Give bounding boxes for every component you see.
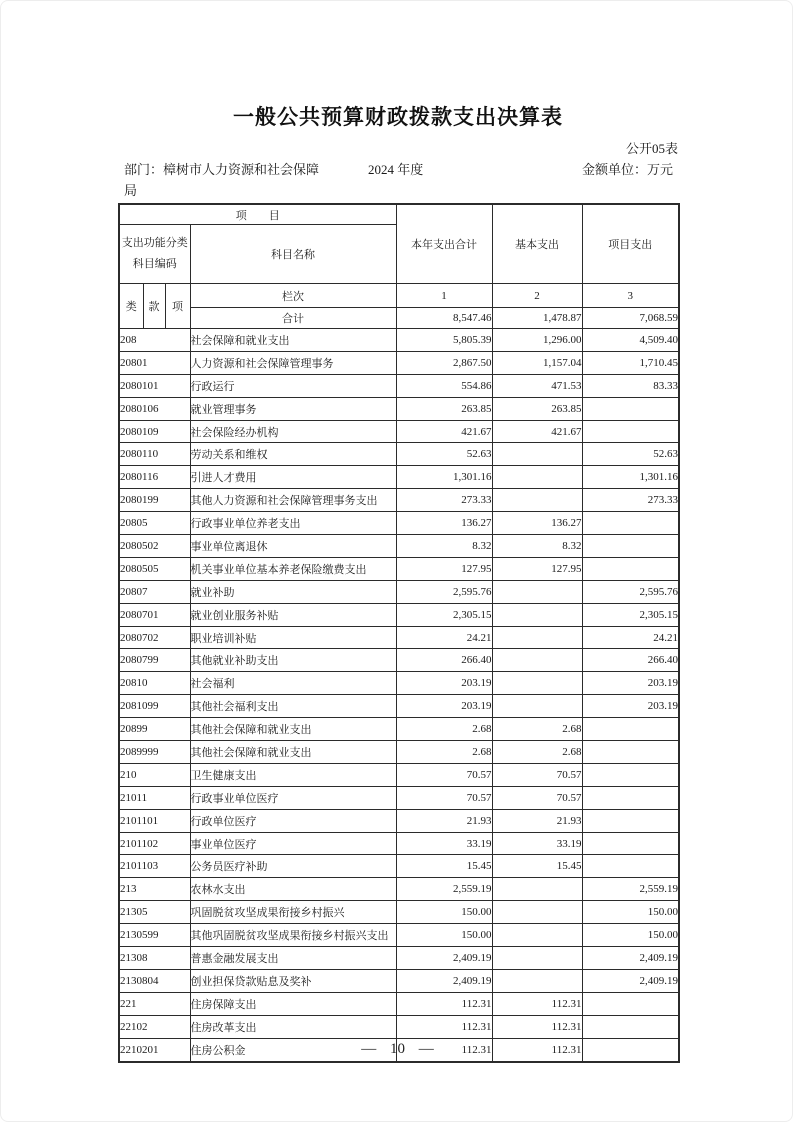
- function-code-cell: 2130599: [119, 924, 190, 947]
- amount-unit-label: 金额单位：万元: [581, 162, 673, 177]
- table-row: [119, 832, 679, 855]
- amount-total-cell: 2,305.15: [396, 603, 492, 626]
- function-code-cell: 2080799: [119, 649, 190, 672]
- function-code-cell: 21308: [119, 947, 190, 970]
- amount-basic-cell: [492, 580, 582, 603]
- function-code-cell: 208: [119, 329, 190, 352]
- amount-basic-cell: 2.68: [492, 718, 582, 741]
- amount-project-cell: [582, 786, 679, 809]
- amount-basic-cell: [492, 443, 582, 466]
- subject-name-cell: 其他巩固脱贫攻坚成果衔接乡村振兴支出: [190, 924, 396, 947]
- table-row: [119, 397, 679, 420]
- amount-basic-cell: 112.31: [492, 992, 582, 1015]
- table-row: [119, 672, 679, 695]
- subject-name-cell: 其他就业补助支出: [190, 649, 396, 672]
- function-code-cell: 2080106: [119, 397, 190, 420]
- amount-total-cell: 21.93: [396, 809, 492, 832]
- amount-total-cell: 112.31: [396, 1038, 492, 1061]
- amount-total-cell: 136.27: [396, 512, 492, 535]
- department-label-wrap: 局: [124, 183, 138, 198]
- amount-project-cell: 4,509.40: [582, 329, 679, 352]
- subject-name-cell: 社会福利: [190, 672, 396, 695]
- function-code-cell: 2080109: [119, 420, 190, 443]
- amount-total-cell: 554.86: [396, 374, 492, 397]
- subject-name-cell: 引进人才费用: [190, 466, 396, 489]
- table-row: [119, 466, 679, 489]
- amount-total-cell: 24.21: [396, 626, 492, 649]
- function-code-cell: 2210201: [119, 1038, 190, 1061]
- column-header-basic: 基本支出: [492, 204, 582, 284]
- amount-basic-cell: 263.85: [492, 397, 582, 420]
- amount-project-cell: 83.33: [582, 374, 679, 397]
- amount-project-cell: 24.21: [582, 626, 679, 649]
- amount-project-cell: [582, 420, 679, 443]
- function-code-cell: 2081099: [119, 695, 190, 718]
- column-header-project: 项目支出: [582, 204, 679, 284]
- function-code-cell: 2101102: [119, 832, 190, 855]
- function-code-cell: 21011: [119, 786, 190, 809]
- subject-name-cell: 其他社会福利支出: [190, 695, 396, 718]
- table-row: [119, 901, 679, 924]
- subject-name-cell: 其他社会保障和就业支出: [190, 718, 396, 741]
- amount-project-cell: 2,305.15: [582, 603, 679, 626]
- amount-total-cell: 2,409.19: [396, 947, 492, 970]
- amount-project-cell: 203.19: [582, 695, 679, 718]
- amount-total-cell: 2.68: [396, 741, 492, 764]
- subject-name-cell: 行政运行: [190, 374, 396, 397]
- table-row: [119, 992, 679, 1015]
- amount-total-cell: 150.00: [396, 924, 492, 947]
- subject-name-cell: 社会保险经办机构: [190, 420, 396, 443]
- subject-name-cell: 公务员医疗补助: [190, 855, 396, 878]
- grand-total-row: [119, 308, 679, 329]
- table-body: [119, 329, 679, 1062]
- subject-name-cell: 事业单位离退休: [190, 535, 396, 558]
- table-row: [119, 855, 679, 878]
- subject-name-cell: 普惠金融发展支出: [190, 947, 396, 970]
- subject-name-cell: 巩固脱贫攻坚成果衔接乡村振兴: [190, 901, 396, 924]
- column-index-1: 1: [396, 284, 492, 308]
- table-row: [119, 718, 679, 741]
- subject-name-cell: 其他人力资源和社会保障管理事务支出: [190, 489, 396, 512]
- amount-total-cell: 5,805.39: [396, 329, 492, 352]
- amount-project-cell: 1,301.16: [582, 466, 679, 489]
- amount-basic-cell: [492, 603, 582, 626]
- subject-name-cell: 住房公积金: [190, 1038, 396, 1061]
- amount-project-cell: 2,409.19: [582, 947, 679, 970]
- table-row: [119, 649, 679, 672]
- amount-basic-cell: 1,157.04: [492, 351, 582, 374]
- function-code-cell: 21305: [119, 901, 190, 924]
- amount-basic-cell: [492, 969, 582, 992]
- table-row: [119, 924, 679, 947]
- code-header-line2: 科目编码: [132, 258, 177, 270]
- table-row: [119, 1015, 679, 1038]
- amount-project-cell: 203.19: [582, 672, 679, 695]
- page-title: 一般公共预算财政拨款支出决算表: [233, 106, 563, 129]
- amount-basic-cell: [492, 947, 582, 970]
- amount-total-cell: 2,595.76: [396, 580, 492, 603]
- grand-total-project: 7,068.59: [582, 308, 679, 329]
- column-index-2: 2: [492, 284, 582, 308]
- amount-total-cell: 273.33: [396, 489, 492, 512]
- amount-basic-cell: [492, 878, 582, 901]
- amount-basic-cell: 70.57: [492, 786, 582, 809]
- table-row: [119, 374, 679, 397]
- meta-row: [118, 159, 678, 177]
- subject-name-cell: 农林水支出: [190, 878, 396, 901]
- table-row: [119, 786, 679, 809]
- amount-basic-cell: 2.68: [492, 741, 582, 764]
- amount-basic-cell: [492, 672, 582, 695]
- table-row: [119, 557, 679, 580]
- function-code-cell: 2080199: [119, 489, 190, 512]
- amount-project-cell: [582, 741, 679, 764]
- amount-basic-cell: 15.45: [492, 855, 582, 878]
- function-code-cell: 213: [119, 878, 190, 901]
- amount-basic-cell: 471.53: [492, 374, 582, 397]
- amount-project-cell: [582, 512, 679, 535]
- amount-total-cell: 2,409.19: [396, 969, 492, 992]
- subject-name-cell: 行政事业单位医疗: [190, 786, 396, 809]
- table-row: [119, 878, 679, 901]
- amount-total-cell: 33.19: [396, 832, 492, 855]
- subject-name-cell: 社会保障和就业支出: [190, 329, 396, 352]
- subject-name-cell: 住房保障支出: [190, 992, 396, 1015]
- amount-total-cell: 2,867.50: [396, 351, 492, 374]
- table-row: [119, 969, 679, 992]
- function-code-cell: 2089999: [119, 741, 190, 764]
- fiscal-year-label: 2024 年度: [368, 162, 424, 177]
- function-code-cell: 20899: [119, 718, 190, 741]
- amount-total-cell: 150.00: [396, 901, 492, 924]
- amount-project-cell: [582, 992, 679, 1015]
- amount-basic-cell: [492, 466, 582, 489]
- amount-basic-cell: 1,296.00: [492, 329, 582, 352]
- amount-basic-cell: [492, 626, 582, 649]
- function-code-cell: 2130804: [119, 969, 190, 992]
- amount-basic-cell: [492, 901, 582, 924]
- doc-label: 公开05表: [625, 141, 678, 156]
- grand-total-basic: 1,478.87: [492, 308, 582, 329]
- amount-project-cell: [582, 557, 679, 580]
- amount-project-cell: 273.33: [582, 489, 679, 512]
- code-column-header: [119, 225, 190, 284]
- amount-total-cell: 421.67: [396, 420, 492, 443]
- table-row: [119, 489, 679, 512]
- subject-name-header: 科目名称: [190, 225, 396, 284]
- table-row: [119, 443, 679, 466]
- function-code-cell: 20807: [119, 580, 190, 603]
- table-row: [119, 580, 679, 603]
- table-row: [119, 809, 679, 832]
- amount-total-cell: 263.85: [396, 397, 492, 420]
- code-level-xiang: 项: [165, 284, 190, 329]
- function-code-cell: 210: [119, 763, 190, 786]
- amount-project-cell: [582, 832, 679, 855]
- function-code-cell: 2101103: [119, 855, 190, 878]
- table-row: [119, 603, 679, 626]
- header-row-item: [119, 204, 679, 225]
- amount-basic-cell: [492, 489, 582, 512]
- table-row: [119, 947, 679, 970]
- code-level-kuan: 款: [143, 284, 165, 329]
- amount-basic-cell: 136.27: [492, 512, 582, 535]
- amount-project-cell: [582, 763, 679, 786]
- function-code-cell: 2080702: [119, 626, 190, 649]
- amount-basic-cell: 21.93: [492, 809, 582, 832]
- amount-project-cell: 1,710.45: [582, 351, 679, 374]
- grand-total-amount: 8,547.46: [396, 308, 492, 329]
- amount-project-cell: [582, 809, 679, 832]
- amount-total-cell: 127.95: [396, 557, 492, 580]
- table-row: [119, 351, 679, 374]
- subject-name-cell: 人力资源和社会保障管理事务: [190, 351, 396, 374]
- amount-total-cell: 2,559.19: [396, 878, 492, 901]
- amount-basic-cell: 70.57: [492, 763, 582, 786]
- subject-name-cell: 卫生健康支出: [190, 763, 396, 786]
- subject-name-cell: 就业管理事务: [190, 397, 396, 420]
- column-index-3: 3: [582, 284, 679, 308]
- amount-project-cell: [582, 397, 679, 420]
- grand-total-label: 合计: [190, 308, 396, 329]
- amount-total-cell: 15.45: [396, 855, 492, 878]
- amount-project-cell: [582, 855, 679, 878]
- amount-basic-cell: 8.32: [492, 535, 582, 558]
- amount-project-cell: 2,559.19: [582, 878, 679, 901]
- amount-total-cell: 70.57: [396, 763, 492, 786]
- subject-name-cell: 劳动关系和维权: [190, 443, 396, 466]
- page-number: — 10 —: [361, 1041, 434, 1057]
- amount-total-cell: 112.31: [396, 1015, 492, 1038]
- amount-basic-cell: [492, 695, 582, 718]
- amount-basic-cell: 421.67: [492, 420, 582, 443]
- function-code-cell: 2080505: [119, 557, 190, 580]
- amount-total-cell: 203.19: [396, 672, 492, 695]
- column-header-total: 本年支出合计: [396, 204, 492, 284]
- function-code-cell: 221: [119, 992, 190, 1015]
- expenditure-table: [118, 203, 680, 1063]
- amount-basic-cell: [492, 924, 582, 947]
- subject-name-cell: 职业培训补贴: [190, 626, 396, 649]
- subject-name-cell: 就业创业服务补贴: [190, 603, 396, 626]
- function-code-cell: 2080116: [119, 466, 190, 489]
- table-row: [119, 626, 679, 649]
- amount-project-cell: [582, 718, 679, 741]
- amount-basic-cell: 112.31: [492, 1038, 582, 1061]
- amount-total-cell: 52.63: [396, 443, 492, 466]
- subject-name-cell: 行政事业单位养老支出: [190, 512, 396, 535]
- amount-basic-cell: 127.95: [492, 557, 582, 580]
- amount-total-cell: 8.32: [396, 535, 492, 558]
- table-row: [119, 420, 679, 443]
- subject-name-cell: 就业补助: [190, 580, 396, 603]
- table-row: [119, 329, 679, 352]
- function-code-cell: 2080110: [119, 443, 190, 466]
- subject-name-cell: 行政单位医疗: [190, 809, 396, 832]
- amount-basic-cell: 112.31: [492, 1015, 582, 1038]
- table-row: [119, 695, 679, 718]
- amount-project-cell: 266.40: [582, 649, 679, 672]
- subject-name-cell: 机关事业单位基本养老保险缴费支出: [190, 557, 396, 580]
- function-code-cell: 20810: [119, 672, 190, 695]
- subject-name-cell: 创业担保贷款贴息及奖补: [190, 969, 396, 992]
- function-code-cell: 22102: [119, 1015, 190, 1038]
- function-code-cell: 20805: [119, 512, 190, 535]
- amount-project-cell: 150.00: [582, 901, 679, 924]
- amount-total-cell: 1,301.16: [396, 466, 492, 489]
- amount-total-cell: 70.57: [396, 786, 492, 809]
- table-row: [119, 741, 679, 764]
- amount-project-cell: [582, 1015, 679, 1038]
- code-header-line1: 支出功能分类: [121, 237, 188, 250]
- function-code-cell: 2080101: [119, 374, 190, 397]
- subject-name-cell: 其他社会保障和就业支出: [190, 741, 396, 764]
- amount-total-cell: 266.40: [396, 649, 492, 672]
- table-row: [119, 763, 679, 786]
- subject-name-cell: 住房改革支出: [190, 1015, 396, 1038]
- amount-project-cell: 2,595.76: [582, 580, 679, 603]
- amount-total-cell: 203.19: [396, 695, 492, 718]
- header-row-lanci: [119, 284, 679, 308]
- code-level-lei: 类: [119, 284, 143, 329]
- amount-project-cell: 52.63: [582, 443, 679, 466]
- amount-total-cell: 112.31: [396, 992, 492, 1015]
- row-index-label: 栏次: [190, 284, 396, 308]
- department-label: 部门：樟树市人力资源和社会保障: [124, 162, 320, 177]
- amount-basic-cell: 33.19: [492, 832, 582, 855]
- amount-project-cell: 2,409.19: [582, 969, 679, 992]
- table-row: [119, 512, 679, 535]
- amount-basic-cell: [492, 649, 582, 672]
- item-group-header: 项 目: [119, 204, 396, 225]
- table-row: [119, 535, 679, 558]
- subject-name-cell: 事业单位医疗: [190, 832, 396, 855]
- amount-project-cell: 150.00: [582, 924, 679, 947]
- amount-total-cell: 2.68: [396, 718, 492, 741]
- function-code-cell: 2080701: [119, 603, 190, 626]
- function-code-cell: 2101101: [119, 809, 190, 832]
- amount-project-cell: [582, 535, 679, 558]
- function-code-cell: 2080502: [119, 535, 190, 558]
- function-code-cell: 20801: [119, 351, 190, 374]
